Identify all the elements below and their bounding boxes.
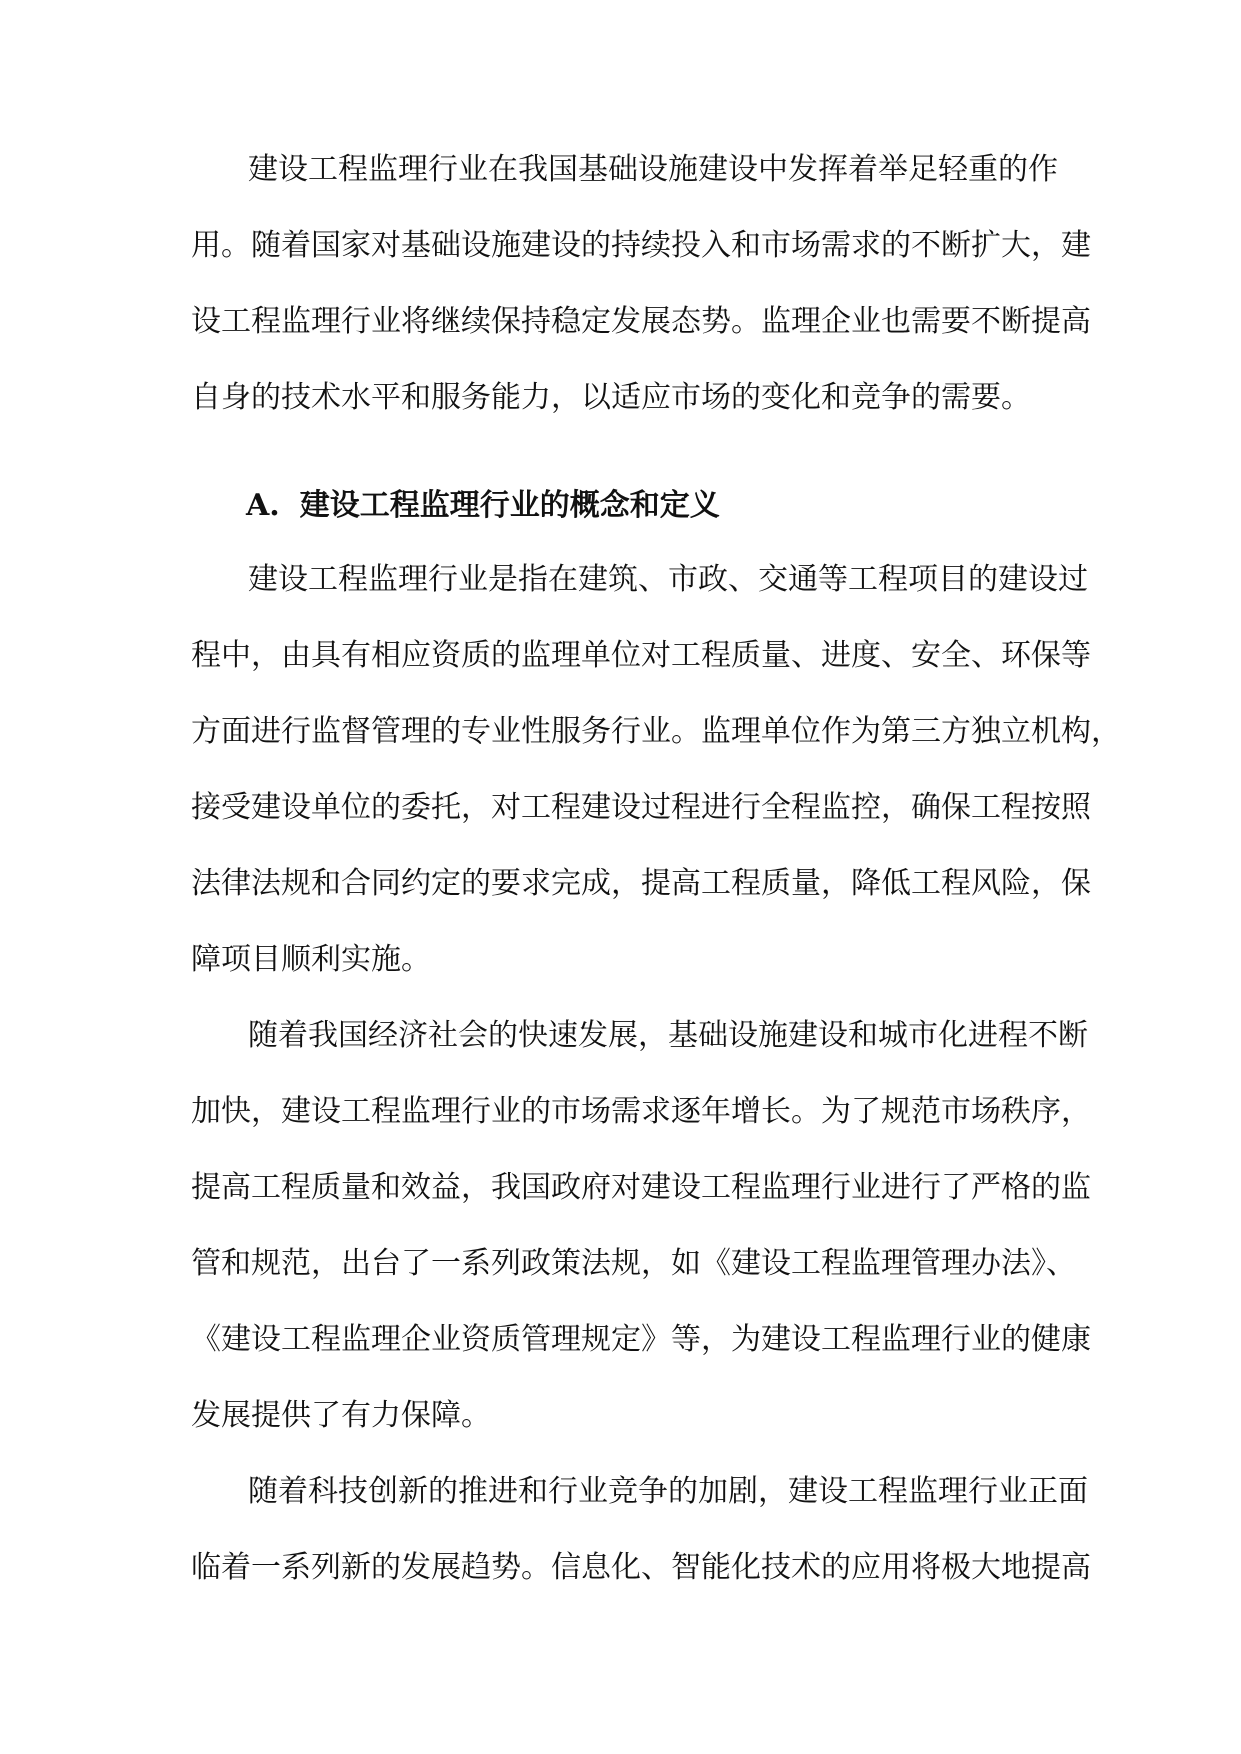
paragraph-line: 自身的技术水平和服务能力，以适应市场的变化和竞争的需要。 (191, 380, 1031, 415)
section-number: A. (246, 488, 280, 523)
paragraph-line: 设工程监理行业将继续保持稳定发展态势。监理企业也需要不断提高 (191, 304, 1091, 339)
paragraph-line: 用。随着国家对基础设施建设的持续投入和市场需求的不断扩大，建 (191, 228, 1091, 263)
paragraph-line: 发展提供了有力保障。 (191, 1398, 491, 1433)
paragraph-line: 管和规范，出台了一系列政策法规，如《建设工程监理管理办法》、 (191, 1246, 1076, 1281)
paragraph-line: 随着我国经济社会的快速发展，基础设施建设和城市化进程不断 (248, 1018, 1088, 1053)
paragraph-line: 法律法规和合同约定的要求完成，提高工程质量，降低工程风险，保 (191, 866, 1091, 901)
paragraph-line: 程中，由具有相应资质的监理单位对工程质量、进度、安全、环保等 (191, 638, 1091, 673)
paragraph-line: 障项目顺利实施。 (191, 942, 431, 977)
paragraph-line: 建设工程监理行业是指在建筑、市政、交通等工程项目的建设过 (248, 562, 1088, 597)
paragraph-line: 建设工程监理行业在我国基础设施建设中发挥着举足轻重的作 (248, 152, 1058, 187)
paragraph-line: 随着科技创新的推进和行业竞争的加剧，建设工程监理行业正面 (248, 1474, 1088, 1509)
paragraph-line: 提高工程质量和效益，我国政府对建设工程监理行业进行了严格的监 (191, 1170, 1091, 1205)
paragraph-line: 加快，建设工程监理行业的市场需求逐年增长。为了规范市场秩序， (191, 1094, 1091, 1129)
section-title: 建设工程监理行业的概念和定义 (299, 488, 720, 523)
paragraph-line: 接受建设单位的委托，对工程建设过程进行全程监控，确保工程按照 (191, 790, 1091, 825)
paragraph-line: 临着一系列新的发展趋势。信息化、智能化技术的应用将极大地提高 (191, 1550, 1091, 1585)
paragraph-line: 《建设工程监理企业资质管理规定》等，为建设工程监理行业的健康 (191, 1322, 1091, 1357)
paragraph-line: 方面进行监督管理的专业性服务行业。监理单位作为第三方独立机构， (191, 714, 1121, 749)
section-heading (246, 486, 720, 526)
